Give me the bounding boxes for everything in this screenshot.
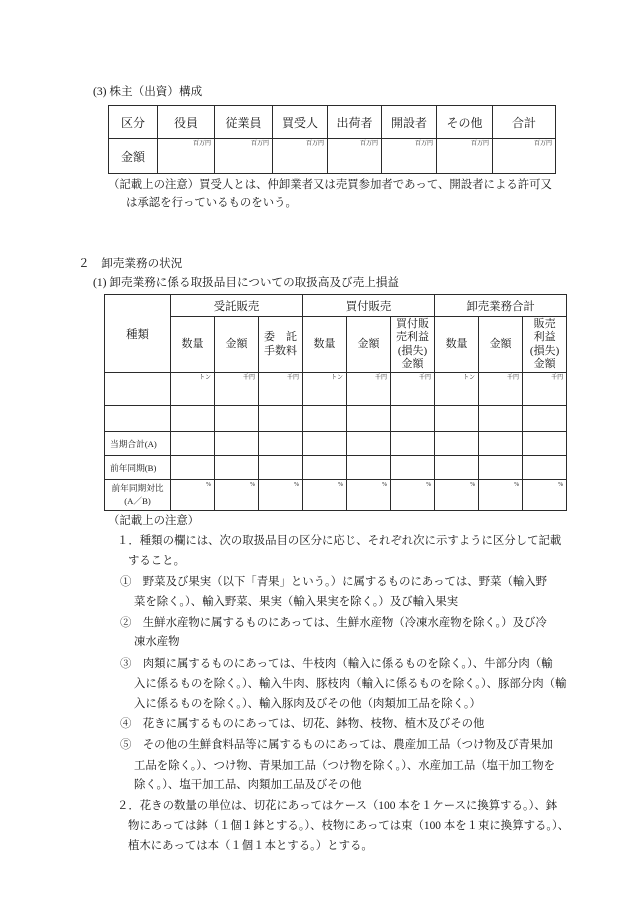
unit-label: トン — [198, 375, 211, 381]
unit-label: % — [426, 482, 432, 488]
data-cell — [347, 432, 391, 456]
unit-label: 百万円 — [192, 141, 211, 147]
unit-label: % — [206, 482, 211, 488]
note-subitem-line: ② 生鮮水産物に属するものにあっては、生鮮水産物（冷凍水産物を除く。）及び冷 — [120, 617, 547, 629]
data-cell — [303, 456, 347, 480]
unit-label: % — [514, 482, 520, 488]
data-cell — [523, 480, 567, 511]
unit-label: % — [382, 482, 388, 488]
data-cell — [391, 432, 435, 456]
subsection-heading-handling-volume: (1) 卸売業務に係る取扱品目についての取扱高及び売上損益 — [93, 276, 400, 289]
data-cell — [523, 432, 567, 456]
column-header-category: 区分 — [109, 106, 158, 139]
note-subitem-line: ⑤ その他の生鮮食料品等に属するものにあっては、農産加工品（つけ物及び青果加 — [120, 739, 553, 751]
shareholder-note-line: （記載上の注意）買受人とは、仲卸業者又は売買参加者であって、開設者による許可又 — [108, 179, 552, 191]
unit-label: % — [338, 482, 344, 488]
table-row-amount — [109, 139, 556, 174]
unit-label: % — [294, 482, 300, 488]
data-cell — [215, 406, 259, 432]
table-row — [105, 406, 567, 432]
column-header-amount: 金額 — [479, 317, 523, 373]
column-header-total: 合計 — [493, 106, 556, 139]
table-group-header-row — [105, 295, 567, 317]
data-cell — [391, 480, 435, 511]
unit-label: % — [250, 482, 255, 488]
unit-label: % — [470, 482, 476, 488]
column-header-amount: 金額 — [347, 317, 391, 373]
unit-label: 百万円 — [414, 141, 433, 147]
row-label-year-over-year: 前年同期対比 (A／B) — [105, 480, 171, 511]
data-cell — [303, 480, 347, 511]
table-row-current-total — [105, 432, 567, 456]
data-cell — [479, 480, 523, 511]
column-header-quantity: 数量 — [171, 317, 215, 373]
row-label-current-total: 当期合計(A) — [105, 432, 171, 456]
data-cell — [347, 406, 391, 432]
table-row-previous-period — [105, 456, 567, 480]
note-item-line: １．種類の欄には、次の取扱品目の区分に応じ、それぞれ次に示すように区分して記載 — [117, 535, 562, 547]
data-cell — [215, 432, 259, 456]
amount-cell — [273, 139, 328, 174]
data-cell — [347, 480, 391, 511]
column-header-sales-profit: 販売 利益 (損失) 金額 — [523, 317, 567, 373]
amount-cell — [215, 139, 273, 174]
data-cell — [171, 373, 215, 406]
data-cell — [391, 406, 435, 432]
group-header-consignment-sales: 受託販売 — [171, 295, 303, 317]
data-cell — [391, 456, 435, 480]
note-subitem-line: 凍水産物 — [134, 636, 180, 648]
unit-label: 百万円 — [305, 141, 324, 147]
notes-title: （記載上の注意） — [108, 515, 200, 527]
amount-cell — [437, 139, 493, 174]
column-header-buyers: 買受人 — [273, 106, 328, 139]
data-cell — [303, 432, 347, 456]
shareholder-note-line: は承認を行っているものをいう。 — [126, 197, 297, 209]
data-cell — [479, 432, 523, 456]
column-header-employees: 従業員 — [215, 106, 273, 139]
data-cell — [523, 456, 567, 480]
data-cell — [215, 480, 259, 511]
row-label-previous-period: 前年同期(B) — [105, 456, 171, 480]
section-heading-shareholder-composition: (3) 株主（出資）構成 — [93, 85, 203, 98]
data-cell — [479, 456, 523, 480]
column-header-purchase-profit: 買付販 売利益 (損失) 金額 — [391, 317, 435, 373]
column-header-others: その他 — [437, 106, 493, 139]
column-header-market-operator: 開設者 — [382, 106, 437, 139]
data-cell — [171, 406, 215, 432]
row-label-amount: 金額 — [109, 139, 158, 174]
unit-label: 百万円 — [250, 141, 269, 147]
data-cell — [259, 456, 303, 480]
note-subitem-line: 入に係るものを除く。）、輸入牛肉、豚枝肉（輸入に係るものを除く。）、豚部分肉（輸 — [134, 678, 567, 690]
data-cell — [303, 373, 347, 406]
column-header-quantity: 数量 — [303, 317, 347, 373]
note-subitem-line: 除く。）、塩干加工品、肉類加工品及びその他 — [134, 779, 362, 791]
unit-label: トン — [463, 375, 476, 381]
unit-label: 千円 — [419, 375, 432, 381]
group-header-wholesale-total: 卸売業務合計 — [435, 295, 567, 317]
amount-cell — [328, 139, 382, 174]
data-cell — [479, 406, 523, 432]
table-row-year-over-year — [105, 480, 567, 511]
data-cell — [391, 373, 435, 406]
data-cell — [259, 406, 303, 432]
data-cell — [435, 456, 479, 480]
data-cell — [303, 406, 347, 432]
data-cell — [259, 373, 303, 406]
column-header-quantity: 数量 — [435, 317, 479, 373]
note-item-line: 物にあっては鉢（１個１鉢とする。）、枝物にあっては束（100 本を１束に換算する。）、 — [128, 820, 570, 832]
row-label-cell — [105, 406, 171, 432]
data-cell — [435, 373, 479, 406]
note-subitem-line: ④ 花きに属するものにあっては、切花、鉢物、枝物、植木及びその他 — [120, 718, 485, 730]
note-item-line: ２．花きの数量の単位は、切花にあってはケース（100 本を１ケースに換算する。）、鉢 — [117, 800, 558, 812]
note-subitem-line: 菜を除く。）、輸入野菜、果実（輸入果実を除く。）及び輸入果実 — [134, 596, 459, 608]
data-cell — [171, 432, 215, 456]
amount-cell — [158, 139, 215, 174]
unit-label: 百万円 — [470, 141, 489, 147]
data-cell — [347, 373, 391, 406]
data-cell — [435, 480, 479, 511]
unit-label: 千円 — [287, 375, 300, 381]
data-cell — [347, 456, 391, 480]
unit-label: % — [558, 482, 564, 488]
column-header-commission: 委 託 手数料 — [259, 317, 303, 373]
unit-label: 千円 — [551, 375, 564, 381]
note-subitem-line: ③ 肉類に属するものにあっては、牛枝肉（輸入に係るものを除く。）、牛部分肉（輸 — [120, 658, 553, 670]
data-cell — [479, 373, 523, 406]
note-subitem-line: ① 野菜及び果実（以下「青果」という。）に属するものにあっては、野菜（輸入野 — [120, 576, 548, 588]
data-cell — [215, 373, 259, 406]
shareholder-composition-table — [108, 105, 556, 174]
unit-label: 百万円 — [533, 141, 552, 147]
wholesale-handling-table — [104, 294, 567, 511]
data-cell — [259, 432, 303, 456]
note-item-line: 植木にあっては本（１個１本とする。）とする。 — [128, 840, 373, 852]
data-cell — [215, 456, 259, 480]
data-cell — [523, 406, 567, 432]
note-subitem-line: 工品を除く。）、つけ物、青果加工品（つけ物を除く。）、水産加工品（塩干加工物を — [134, 760, 555, 772]
row-label-cell — [105, 373, 171, 406]
data-cell — [171, 480, 215, 511]
note-subitem-line: 入に係るものを除く。）、輸入豚肉及びその他（肉類加工品を除く。） — [134, 698, 481, 710]
column-header-type: 種類 — [105, 295, 171, 373]
amount-cell — [382, 139, 437, 174]
column-header-amount: 金額 — [215, 317, 259, 373]
table-header-row — [109, 106, 556, 139]
unit-label: トン — [331, 375, 344, 381]
data-cell — [435, 406, 479, 432]
unit-label: 百万円 — [359, 141, 378, 147]
group-header-purchase-sales: 買付販売 — [303, 295, 435, 317]
note-item-line: すること。 — [128, 555, 185, 567]
data-cell — [523, 373, 567, 406]
column-header-shippers: 出荷者 — [328, 106, 382, 139]
data-cell — [259, 480, 303, 511]
unit-label: 千円 — [507, 375, 520, 381]
table-row — [105, 373, 567, 406]
data-cell — [171, 456, 215, 480]
unit-label: 千円 — [242, 375, 255, 381]
section-heading-wholesale-status: ２ 卸売業務の状況 — [78, 257, 183, 270]
amount-cell — [493, 139, 556, 174]
table-header-row — [105, 317, 567, 373]
unit-label: 千円 — [375, 375, 388, 381]
data-cell — [435, 432, 479, 456]
column-header-officers: 役員 — [158, 106, 215, 139]
